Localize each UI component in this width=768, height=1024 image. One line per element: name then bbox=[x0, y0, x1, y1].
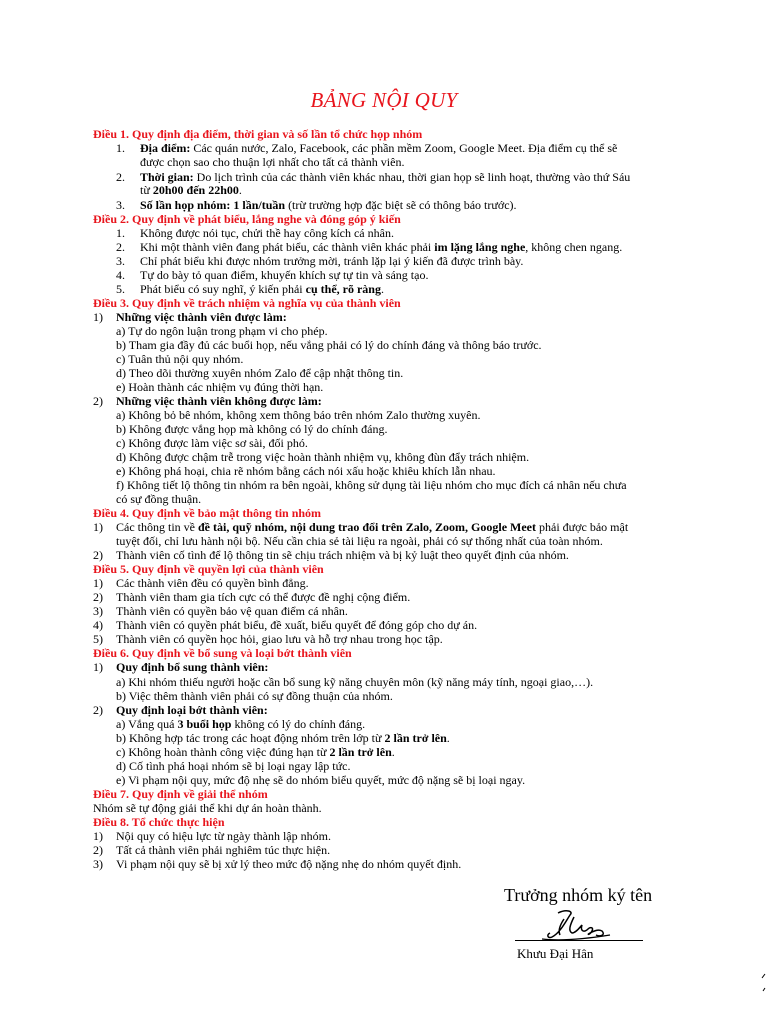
text-span: b) Không hợp tác trong các hoạt động nhóm trên lớp từ bbox=[116, 731, 385, 745]
list-item bbox=[116, 632, 443, 646]
text-line: e) Vi phạm nội quy, mức độ nhẹ sẽ do nhóm biểu quyết, mức độ nặng sẽ bị loại ngay. bbox=[116, 773, 526, 787]
list-item bbox=[140, 198, 517, 212]
text-span: Thành viên có quyền học hỏi, giao lưu và hỗ trợ nhau trong học tập. bbox=[116, 632, 443, 646]
list-number: 2) bbox=[93, 590, 103, 604]
text-line: d) Không được chậm trễ trong việc hoàn thành nhiệm vụ, không đùn đẩy trách nhiệm. bbox=[116, 450, 530, 464]
list-number: 1) bbox=[93, 829, 103, 843]
text-line: tuyệt đối, chỉ lưu hành nội bộ. Nếu cần chia sẻ tài liệu ra ngoài, phải có sự thống nhất của toàn nhóm. bbox=[116, 534, 603, 548]
text-span: Chỉ phát biểu khi được nhóm trưởng mời, tránh lặp lại ý kiến đã được trình bày. bbox=[140, 254, 524, 268]
list-item bbox=[140, 170, 630, 184]
list-item bbox=[140, 141, 617, 155]
section-heading: Điều 4. Quy định về bảo mật thông tin nhóm bbox=[93, 506, 322, 520]
list-item bbox=[116, 604, 348, 618]
list-number: 1) bbox=[93, 520, 103, 534]
text-span: . bbox=[446, 731, 450, 745]
text-line: d) Cố tình phá hoại nhóm sẽ bị loại ngay lập tức. bbox=[116, 759, 351, 773]
text-span: Các quán nước, Zalo, Facebook, các phần mềm Zoom, Google Meet. Địa điểm cụ thể sẽ bbox=[190, 141, 618, 155]
text-span: Do lịch trình của các thành viên khác nhau, thời gian họp sẽ linh hoạt, thường vào thứ Sáu bbox=[193, 170, 631, 184]
list-item bbox=[116, 717, 365, 731]
section-heading: Điều 7. Quy định về giải thể nhóm bbox=[93, 787, 268, 801]
list-number: 4. bbox=[116, 268, 125, 282]
list-number: 3. bbox=[116, 198, 125, 212]
text-line: f) Không tiết lộ thông tin nhóm ra bên ngoài, không sử dụng tài liệu nhóm cho mục đích cá nhân nếu chưa bbox=[116, 478, 627, 492]
text-span: Các thành viên đều có quyền bình đẳng. bbox=[116, 576, 309, 590]
text-line: b) Không được vắng họp mà không có lý do chính đáng. bbox=[116, 422, 388, 436]
text-line: c) Tuân thủ nội quy nhóm. bbox=[116, 352, 244, 366]
bold-text: Quy định bổ sung thành viên: bbox=[116, 660, 269, 674]
text-line: e) Không phá hoại, chia rẽ nhóm bằng cách nói xấu hoặc khiêu khích lẫn nhau. bbox=[116, 464, 496, 478]
text-line: có sự đồng thuận. bbox=[116, 492, 202, 506]
text-span: Khi một thành viên đang phát biểu, các thành viên khác phải bbox=[140, 240, 435, 254]
text-span: Tự do bày tỏ quan điểm, khuyến khích sự tự tin và sáng tạo. bbox=[140, 268, 429, 282]
list-number: 3) bbox=[93, 604, 103, 618]
list-item bbox=[140, 183, 242, 197]
section-heading: Điều 1. Quy định địa điểm, thời gian và số lần tổ chức họp nhóm bbox=[93, 127, 423, 141]
signature-mark bbox=[540, 905, 620, 945]
list-number: 2) bbox=[93, 703, 103, 717]
text-span: . bbox=[238, 183, 242, 197]
page-title: BẢNG NỘI QUY bbox=[310, 88, 458, 112]
bold-text: 3 buổi họp bbox=[177, 717, 232, 731]
list-item bbox=[116, 731, 450, 745]
bold-text: Quy định loại bớt thành viên: bbox=[116, 703, 268, 717]
list-number: 5. bbox=[116, 282, 125, 296]
list-number: 4) bbox=[93, 618, 103, 632]
text-span: Nội quy có hiệu lực từ ngày thành lập nhóm. bbox=[116, 829, 331, 843]
list-number: 1. bbox=[116, 226, 125, 240]
text-span: , không chen ngang. bbox=[525, 240, 623, 254]
list-item bbox=[116, 576, 309, 590]
list-item bbox=[116, 703, 268, 717]
list-number: 1) bbox=[93, 310, 103, 324]
text-span: Không được nói tục, chửi thề hay công kích cá nhân. bbox=[140, 226, 394, 240]
text-span: Phát biểu có suy nghĩ, ý kiến phải bbox=[140, 282, 306, 296]
bold-text: 2 lần trở lên bbox=[384, 731, 447, 745]
text-span: Các thông tin về bbox=[116, 520, 198, 534]
list-number: 1) bbox=[93, 576, 103, 590]
section-heading: Điều 3. Quy định về trách nhiệm và nghĩa vụ của thành viên bbox=[93, 296, 401, 310]
bold-text: Địa điểm: bbox=[140, 141, 191, 155]
list-item bbox=[116, 310, 287, 324]
bold-text: cụ thể, rõ ràng bbox=[305, 282, 381, 296]
bold-text: Thời gian: bbox=[140, 170, 194, 184]
list-item bbox=[116, 520, 628, 534]
signature-title: Trưởng nhóm ký tên bbox=[504, 885, 653, 905]
list-item bbox=[116, 660, 268, 674]
list-item bbox=[140, 226, 394, 240]
list-item bbox=[116, 843, 330, 857]
text-line: c) Không được làm việc sơ sài, đối phó. bbox=[116, 436, 308, 450]
bold-text: im lặng lắng nghe bbox=[434, 240, 526, 254]
bold-text: đề tài, quỹ nhóm, nội dung trao đổi trên Zalo, Zoom, Google Meet bbox=[197, 520, 536, 534]
text-line: a) Tự do ngôn luận trong phạm vi cho phép. bbox=[116, 324, 328, 338]
text-span: Thành viên tham gia tích cực có thể được đề nghị cộng điểm. bbox=[116, 590, 411, 604]
list-number: 2. bbox=[116, 170, 125, 184]
page-corner-mark bbox=[760, 972, 766, 992]
list-item bbox=[116, 857, 461, 871]
text-span: . bbox=[391, 745, 395, 759]
text-span: Thành viên có quyền bảo vệ quan điểm cá nhân. bbox=[116, 604, 348, 618]
list-number: 2. bbox=[116, 240, 125, 254]
text-line: b) Tham gia đầy đủ các buổi họp, nếu vắng phải có lý do chính đáng và thông báo trước. bbox=[116, 338, 542, 352]
text-line: được chọn sao cho thuận lợi nhất cho tất cả thành viên. bbox=[140, 155, 405, 169]
text-span: . bbox=[380, 282, 384, 296]
list-number: 1. bbox=[116, 141, 125, 155]
text-span: c) Không hoàn thành công việc đúng hạn từ bbox=[116, 745, 330, 759]
signature-line bbox=[515, 940, 643, 941]
list-number: 2) bbox=[93, 843, 103, 857]
bold-text: 20h00 đến 22h00 bbox=[152, 183, 239, 197]
list-item bbox=[116, 548, 569, 562]
text-line: e) Hoàn thành các nhiệm vụ đúng thời hạn. bbox=[116, 380, 324, 394]
text-line: d) Theo dõi thường xuyên nhóm Zalo để cập nhật thông tin. bbox=[116, 366, 404, 380]
list-number: 3. bbox=[116, 254, 125, 268]
list-item bbox=[116, 829, 331, 843]
list-item bbox=[116, 394, 322, 408]
section-heading: Điều 6. Quy định về bổ sung và loại bớt thành viên bbox=[93, 646, 352, 660]
section-heading: Điều 2. Quy định về phát biểu, lắng nghe và đóng góp ý kiến bbox=[93, 212, 401, 226]
bold-text: 2 lần trở lên bbox=[329, 745, 392, 759]
text-span: phải được bảo mật bbox=[536, 520, 629, 534]
bold-text: Số lần họp nhóm: 1 lần/tuần bbox=[140, 198, 286, 212]
text-line: a) Khi nhóm thiếu người hoặc cần bổ sung kỹ năng chuyên môn (kỹ năng máy tính, ngoại giao,…). bbox=[116, 675, 594, 689]
text-span: Thành viên có quyền phát biểu, đề xuất, biểu quyết để đóng góp cho dự án. bbox=[116, 618, 478, 632]
list-number: 5) bbox=[93, 632, 103, 646]
list-item bbox=[140, 268, 428, 282]
list-item bbox=[140, 282, 384, 296]
text-span: Thành viên cố tình để lộ thông tin sẽ chịu trách nhiệm và bị kỷ luật theo quyết định của nhóm. bbox=[116, 548, 569, 562]
section-heading: Điều 8. Tổ chức thực hiện bbox=[93, 815, 225, 829]
text-line: a) Không bỏ bê nhóm, không xem thông báo trên nhóm Zalo thường xuyên. bbox=[116, 408, 481, 422]
section-heading: Điều 5. Quy định về quyền lợi của thành viên bbox=[93, 562, 324, 576]
text-span: không có lý do chính đáng. bbox=[231, 717, 366, 731]
text-span: Tất cả thành viên phải nghiêm túc thực hiện. bbox=[116, 843, 331, 857]
list-item bbox=[140, 254, 523, 268]
list-number: 1) bbox=[93, 660, 103, 674]
list-number: 3) bbox=[93, 857, 103, 871]
list-number: 2) bbox=[93, 548, 103, 562]
list-item bbox=[140, 240, 622, 254]
text-line: Nhóm sẽ tự động giải thể khi dự án hoàn thành. bbox=[93, 801, 322, 815]
list-item bbox=[116, 618, 477, 632]
text-span: a) Vắng quá bbox=[116, 717, 178, 731]
text-span: Vi phạm nội quy sẽ bị xử lý theo mức độ nặng nhẹ do nhóm quyết định. bbox=[116, 857, 462, 871]
bold-text: Những việc thành viên không được làm: bbox=[116, 394, 322, 408]
list-item bbox=[116, 590, 410, 604]
list-number: 2) bbox=[93, 394, 103, 408]
text-span: từ bbox=[140, 183, 153, 197]
list-item bbox=[116, 745, 395, 759]
text-line: b) Việc thêm thành viên phải có sự đồng thuận của nhóm. bbox=[116, 689, 393, 703]
signer-name: Khưu Đại Hân bbox=[517, 946, 594, 961]
text-span: (trừ trường hợp đặc biệt sẽ có thông báo trước). bbox=[285, 198, 517, 212]
bold-text: Những việc thành viên được làm: bbox=[116, 310, 287, 324]
